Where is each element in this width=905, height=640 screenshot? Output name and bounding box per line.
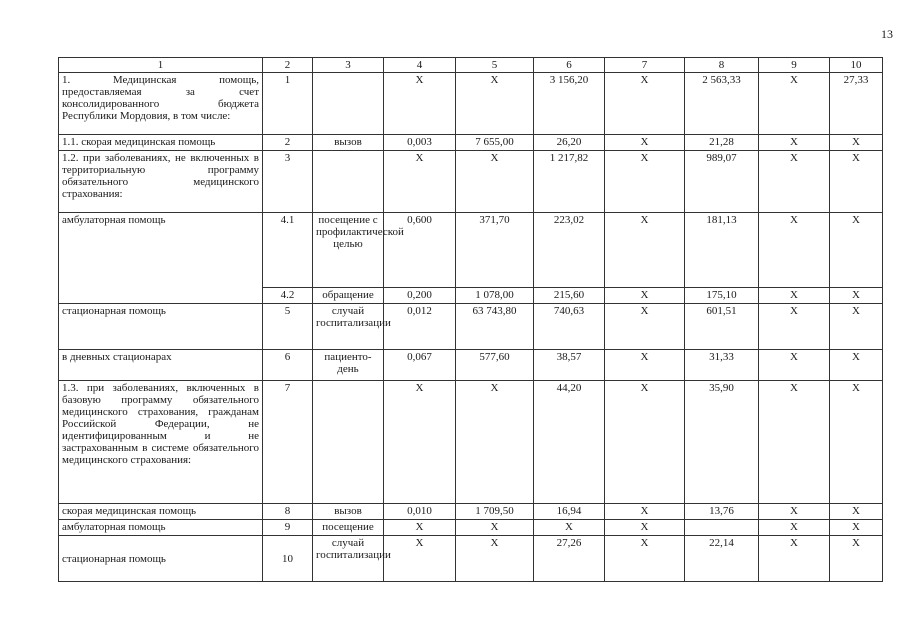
row-number: 10 <box>263 536 313 582</box>
table-cell: Х <box>456 536 534 582</box>
table-cell: Х <box>830 151 883 213</box>
table-cell: Х <box>605 350 685 381</box>
unit-cell <box>313 381 384 504</box>
column-header: 10 <box>830 58 883 73</box>
table-cell: Х <box>759 213 830 288</box>
row-label: 1.2. при заболеваниях, не включенных в территориальную программу обязательного медицинского страхования: <box>59 151 263 213</box>
table-row <box>59 381 883 504</box>
column-header: 9 <box>759 58 830 73</box>
table-cell: 0,200 <box>384 288 456 304</box>
unit-cell: случай госпитализации <box>313 304 384 350</box>
table-cell: Х <box>830 504 883 520</box>
table-cell: Х <box>759 304 830 350</box>
row-number: 8 <box>263 504 313 520</box>
table-cell: Х <box>759 520 830 536</box>
column-header: 2 <box>263 58 313 73</box>
table-cell: 27,26 <box>534 536 605 582</box>
table-cell: 3 156,20 <box>534 73 605 135</box>
table-cell: 0,010 <box>384 504 456 520</box>
unit-cell: вызов <box>313 135 384 151</box>
table-cell: 0,012 <box>384 304 456 350</box>
table-cell: Х <box>384 381 456 504</box>
table-cell <box>685 520 759 536</box>
table-cell: 601,51 <box>685 304 759 350</box>
table-cell: Х <box>830 536 883 582</box>
table-cell: 215,60 <box>534 288 605 304</box>
row-label: 1.1. скорая медицинская помощь <box>59 135 263 151</box>
table-row <box>59 135 883 151</box>
page-number: 13 <box>881 27 893 41</box>
row-number: 9 <box>263 520 313 536</box>
row-label: 1.3. при заболеваниях, включенных в базовую программу обязательного медицинского страхования, гражданам Российской Федерации, не идентифицированным и не застрахованным в системе обязательного медицинского страхования: <box>59 381 263 504</box>
table-row <box>59 350 883 381</box>
column-header: 7 <box>605 58 685 73</box>
table-row <box>59 304 883 350</box>
unit-cell: случай госпитализации <box>313 536 384 582</box>
table-cell: Х <box>605 288 685 304</box>
table-cell: Х <box>605 381 685 504</box>
table-cell: 7 655,00 <box>456 135 534 151</box>
row-number: 4.1 <box>263 213 313 288</box>
row-label: скорая медицинская помощь <box>59 504 263 520</box>
table-cell: 371,70 <box>456 213 534 288</box>
table-row <box>59 536 883 582</box>
table-cell: 38,57 <box>534 350 605 381</box>
row-number: 3 <box>263 151 313 213</box>
table-cell: 740,63 <box>534 304 605 350</box>
table-cell: Х <box>830 135 883 151</box>
table-cell: Х <box>759 73 830 135</box>
table-cell: Х <box>456 151 534 213</box>
table-cell: Х <box>534 520 605 536</box>
row-label: стационарная помощь <box>59 536 263 582</box>
table-cell: Х <box>384 536 456 582</box>
table-cell: Х <box>456 381 534 504</box>
row-number: 1 <box>263 73 313 135</box>
table-cell: 31,33 <box>685 350 759 381</box>
table-cell: Х <box>759 504 830 520</box>
table-cell: Х <box>605 213 685 288</box>
column-header: 8 <box>685 58 759 73</box>
table-cell: Х <box>759 135 830 151</box>
data-table <box>58 57 883 582</box>
row-number: 5 <box>263 304 313 350</box>
table-cell: Х <box>605 73 685 135</box>
column-header: 5 <box>456 58 534 73</box>
table-cell: 223,02 <box>534 213 605 288</box>
column-header: 4 <box>384 58 456 73</box>
row-label: стационарная помощь <box>59 304 263 350</box>
table-cell: 21,28 <box>685 135 759 151</box>
row-label: амбулаторная помощь <box>59 520 263 536</box>
table-cell: 1 078,00 <box>456 288 534 304</box>
table-row <box>59 504 883 520</box>
table-cell: Х <box>759 151 830 213</box>
table-cell: Х <box>384 151 456 213</box>
table-cell: Х <box>759 288 830 304</box>
table-cell: Х <box>830 520 883 536</box>
table-cell: 27,33 <box>830 73 883 135</box>
table-cell: Х <box>605 504 685 520</box>
column-header: 6 <box>534 58 605 73</box>
table-row <box>59 213 883 288</box>
table-cell: 13,76 <box>685 504 759 520</box>
table-cell: Х <box>605 135 685 151</box>
table-cell: 16,94 <box>534 504 605 520</box>
table-row <box>59 73 883 135</box>
row-number: 4.2 <box>263 288 313 304</box>
table-cell: Х <box>830 213 883 288</box>
table-row <box>59 151 883 213</box>
table-cell: 0,003 <box>384 135 456 151</box>
table-cell: Х <box>830 288 883 304</box>
table-cell: Х <box>759 381 830 504</box>
unit-cell <box>313 73 384 135</box>
row-label: амбулаторная помощь <box>59 213 263 304</box>
column-header: 3 <box>313 58 384 73</box>
table-cell: Х <box>605 520 685 536</box>
table-cell: 1 217,82 <box>534 151 605 213</box>
table-cell: Х <box>605 536 685 582</box>
table-cell: Х <box>605 304 685 350</box>
table-cell: 22,14 <box>685 536 759 582</box>
row-number: 7 <box>263 381 313 504</box>
table-cell: Х <box>759 536 830 582</box>
row-number: 6 <box>263 350 313 381</box>
table-header-row <box>59 58 883 73</box>
table-cell: 181,13 <box>685 213 759 288</box>
unit-cell: пациенто-день <box>313 350 384 381</box>
row-label: в дневных стационарах <box>59 350 263 381</box>
table-cell: Х <box>605 151 685 213</box>
table-cell: Х <box>830 304 883 350</box>
table-cell: 0,600 <box>384 213 456 288</box>
unit-cell: посещение <box>313 520 384 536</box>
table-cell: Х <box>759 350 830 381</box>
table-cell: 989,07 <box>685 151 759 213</box>
row-number: 2 <box>263 135 313 151</box>
table-cell: 35,90 <box>685 381 759 504</box>
unit-cell: вызов <box>313 504 384 520</box>
table-cell: 44,20 <box>534 381 605 504</box>
table-cell: 0,067 <box>384 350 456 381</box>
table-cell: 175,10 <box>685 288 759 304</box>
table-cell: Х <box>456 520 534 536</box>
table-cell: Х <box>384 73 456 135</box>
table-cell: 2 563,33 <box>685 73 759 135</box>
table-cell: Х <box>456 73 534 135</box>
table-cell: 26,20 <box>534 135 605 151</box>
unit-cell <box>313 151 384 213</box>
table-cell: 1 709,50 <box>456 504 534 520</box>
table-cell: 63 743,80 <box>456 304 534 350</box>
table-cell: Х <box>384 520 456 536</box>
unit-cell: обращение <box>313 288 384 304</box>
table-row <box>59 520 883 536</box>
table-cell: 577,60 <box>456 350 534 381</box>
column-header: 1 <box>59 58 263 73</box>
table-cell: Х <box>830 350 883 381</box>
table-cell: Х <box>830 381 883 504</box>
row-label: 1. Медицинская помощь, предоставляемая за счет консолидированного бюджета Республики Мордовия, в том числе: <box>59 73 263 135</box>
unit-cell: посещение с профилактической целью <box>313 213 384 288</box>
